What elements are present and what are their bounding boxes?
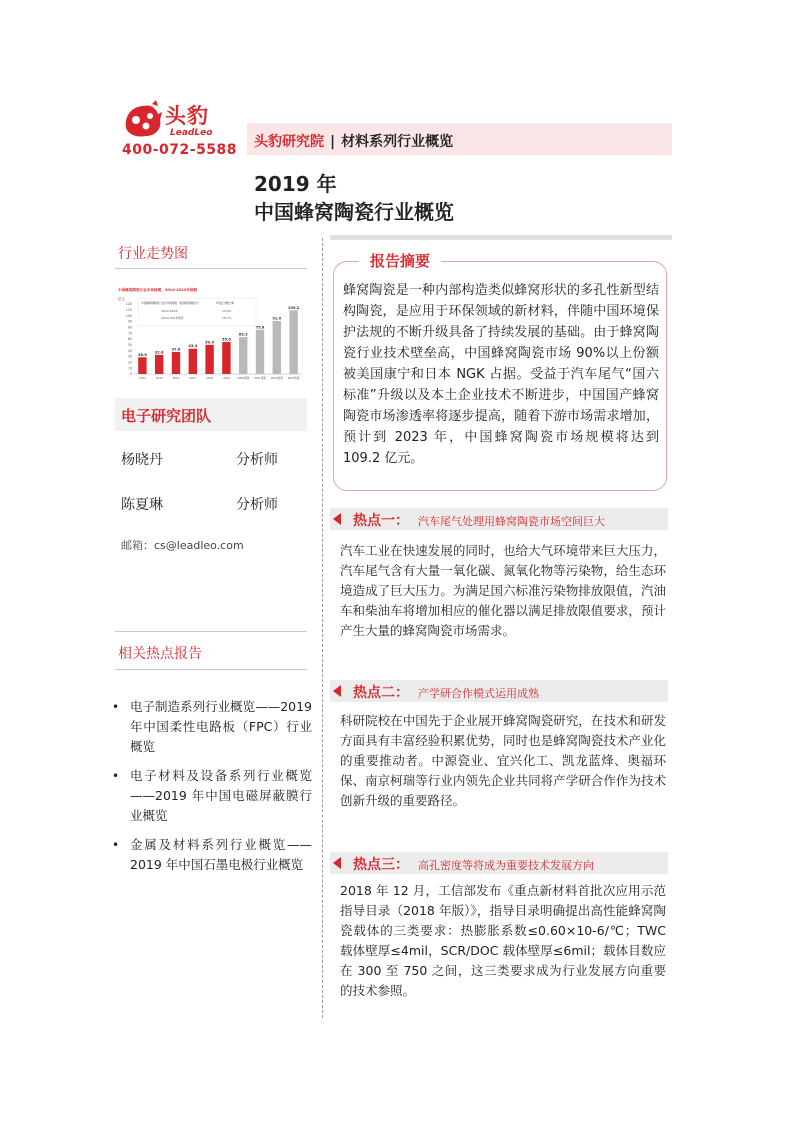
x-tick-label: 2022预测 bbox=[270, 377, 283, 380]
analyst-name: 陈夏琳 bbox=[121, 497, 163, 513]
logo-subtitle: LeadLeo bbox=[170, 128, 213, 138]
x-tick-label: 2023预测 bbox=[287, 377, 300, 380]
bar-value-label: 28.6 bbox=[137, 352, 147, 357]
market-size-chart bbox=[116, 284, 306, 388]
banner-separator: | bbox=[330, 134, 336, 150]
bar bbox=[256, 330, 264, 374]
analyst-role: 分析师 bbox=[236, 497, 278, 513]
bar bbox=[239, 337, 247, 374]
contact-email: 邮箱：cs@leadleo.com bbox=[121, 539, 244, 552]
legend-cagr: 18.7% bbox=[222, 316, 232, 320]
y-tick-label: 90 bbox=[127, 319, 132, 324]
bar-value-label: 43.4 bbox=[188, 344, 198, 349]
legend-cagr-header: 年复合增长率 bbox=[216, 301, 235, 305]
arrow-left-icon bbox=[333, 513, 341, 525]
legend-series-label: 中国蜂窝陶瓷行业市场规模（按销售额统计） bbox=[141, 301, 202, 305]
divider bbox=[115, 268, 307, 269]
x-tick-label: 2020预测 bbox=[237, 377, 250, 380]
column-divider bbox=[322, 238, 323, 1018]
x-tick-label: 2019 bbox=[223, 377, 230, 380]
org-name: 头豹研究院 bbox=[254, 134, 324, 150]
bar-value-label: 91.0 bbox=[272, 316, 282, 321]
y-tick-label: 80 bbox=[127, 325, 132, 330]
legend-cagr: 14.9% bbox=[222, 309, 232, 313]
series-name: 材料系列行业概览 bbox=[341, 134, 454, 150]
x-tick-label: 2021预测 bbox=[254, 377, 266, 380]
logo-text: 头豹 bbox=[165, 104, 209, 128]
bar bbox=[273, 321, 281, 374]
x-tick-label: 2015 bbox=[155, 377, 163, 380]
legend-period: 2014-2018 bbox=[161, 309, 178, 313]
analyst-role: 分析师 bbox=[236, 452, 278, 468]
related-report-item[interactable]: • 电子材料及设备系列行业概览——2019 年中国电磁屏蔽膜行业概览 bbox=[112, 766, 312, 826]
y-tick-label: 70 bbox=[127, 331, 132, 336]
related-heading: 相关热点报告 bbox=[118, 646, 202, 662]
phone-number: 400-072-5588 bbox=[122, 142, 238, 158]
bar bbox=[172, 352, 180, 374]
y-tick-label: 0 bbox=[129, 372, 132, 377]
hotspot-title: 热点一： bbox=[353, 513, 409, 529]
chart-ylabel: 亿元 bbox=[118, 297, 126, 301]
y-tick-label: 10 bbox=[127, 366, 132, 371]
bar bbox=[205, 345, 213, 374]
bar-value-label: 32.8 bbox=[154, 350, 164, 355]
related-report-item[interactable]: • 电子制造系列行业概览——2019 年中国柔性电路板（FPC）行业概览 bbox=[112, 697, 312, 757]
y-tick-label: 30 bbox=[127, 354, 132, 359]
arrow-left-icon bbox=[333, 857, 341, 869]
top-gray-bar bbox=[330, 235, 672, 240]
related-report-list bbox=[112, 697, 312, 884]
hotspot-text: 2018 年 12 月，工信部发布《重点新材料首批次应用示范指导目录（2018 年版）》，指导目录明确提出高性能蜂窝陶瓷载体的三类要求：热膨胀系数≤0.60×10-6/℃；TWC 载体壁厚≤4mil，SCR/DOC 载体壁厚≤6mil；载体目数应在 300 至 750 之间，这三类要求成为行业发展方向重要的技术参照。 bbox=[340, 883, 666, 998]
hotspot-subtitle: 产学研合作模式运用成熟 bbox=[418, 687, 539, 700]
hotspot-text: 汽车工业在快速发展的同时，也给大气环境带来巨大压力，汽车尾气含有大量一氧化碳、氮氧化物等污染物，给生态环境造成了巨大压力。为满足国六标准污染物排放限值，汽油车和柴油车将增加相应的催化器以满足排放限值要求，预计产生大量的蜂窝陶瓷市场需求。 bbox=[340, 543, 666, 638]
x-tick-label: 2016 bbox=[172, 377, 180, 380]
bar bbox=[189, 349, 197, 374]
series-banner-text bbox=[254, 131, 453, 151]
x-tick-label: 2017 bbox=[189, 377, 197, 380]
trend-heading: 行业走势图 bbox=[118, 246, 188, 262]
y-tick-label: 60 bbox=[127, 337, 132, 342]
hotspot-subtitle: 汽车尾气处理用蜂窝陶瓷市场空间巨大 bbox=[418, 515, 605, 528]
bar bbox=[138, 357, 146, 374]
y-tick-label: 120 bbox=[125, 302, 132, 307]
y-tick-label: 110 bbox=[125, 308, 132, 313]
bar-value-label: 75.8 bbox=[255, 325, 265, 330]
bar-value-label: 63.2 bbox=[238, 332, 248, 337]
team-heading: 电子研究团队 bbox=[121, 407, 212, 425]
legend-period: 2019-2023预测 bbox=[161, 316, 184, 320]
divider bbox=[115, 631, 307, 632]
bar bbox=[155, 355, 163, 374]
chart-title: 中国蜂窝陶瓷行业市场规模，2014-2023年预测 bbox=[118, 288, 197, 292]
hotspot-text: 科研院校在中国先于企业展开蜂窝陶瓷研究，在技术和研发方面具有丰富经验积累优势，同时也是蜂窝陶瓷技术产业化的重要推动者。中源瓷业、宜兴化工、凯龙蓝烽、奥福环保、南京柯瑞等行业内领先企业共同将产学研合作作为技术创新升级的重要路径。 bbox=[340, 713, 666, 808]
report-title: 中国蜂窝陶瓷行业概览 bbox=[254, 200, 454, 224]
bar-value-label: 50.0 bbox=[205, 340, 215, 345]
bar bbox=[222, 342, 230, 374]
hotspot-title: 热点二： bbox=[353, 685, 409, 701]
arrow-left-icon bbox=[333, 685, 341, 697]
y-tick-label: 50 bbox=[127, 343, 132, 348]
divider bbox=[115, 669, 307, 670]
analyst-name: 杨晓丹 bbox=[121, 452, 163, 468]
y-tick-label: 20 bbox=[127, 360, 132, 365]
y-tick-label: 40 bbox=[127, 348, 132, 353]
bar-value-label: 55.0 bbox=[221, 337, 231, 342]
hotspot-subtitle: 高孔密度等将成为重要技术发展方向 bbox=[418, 859, 594, 872]
summary-label: 报告摘要 bbox=[359, 250, 441, 271]
bar-value-label: 109.2 bbox=[287, 305, 300, 310]
bar-value-label: 37.8 bbox=[171, 347, 181, 352]
x-tick-label: 2018 bbox=[206, 377, 213, 380]
y-tick-label: 100 bbox=[125, 313, 132, 318]
summary-text: 蜂窝陶瓷是一种内部构造类似蜂窝形状的多孔性新型结构陶瓷，是应用于环保领域的新材料，伴随中国环境保护法规的不断升级具备了持续发展的基础。由于蜂窝陶瓷行业技术壁垒高，中国蜂窝陶瓷市场 90%以上份额被美国康宁和日本 NGK 占据。受益于汽车尾气“国六标准”升级以及本土企业技术不断进步，中国国产蜂窝陶瓷市场渗透率将逐步提高，随着下游市场需求增加，预计到 2023 年，中国蜂窝陶瓷市场规模将达到 109.2 亿元。 bbox=[343, 283, 659, 466]
x-tick-label: 2014 bbox=[139, 377, 146, 380]
report-year: 2019 年 bbox=[254, 172, 337, 196]
bar bbox=[289, 310, 297, 374]
hotspot-title: 热点三： bbox=[353, 857, 409, 873]
related-report-item[interactable]: • 金属及材料系列行业概览——2019 年中国石墨电极行业概览 bbox=[112, 835, 312, 875]
